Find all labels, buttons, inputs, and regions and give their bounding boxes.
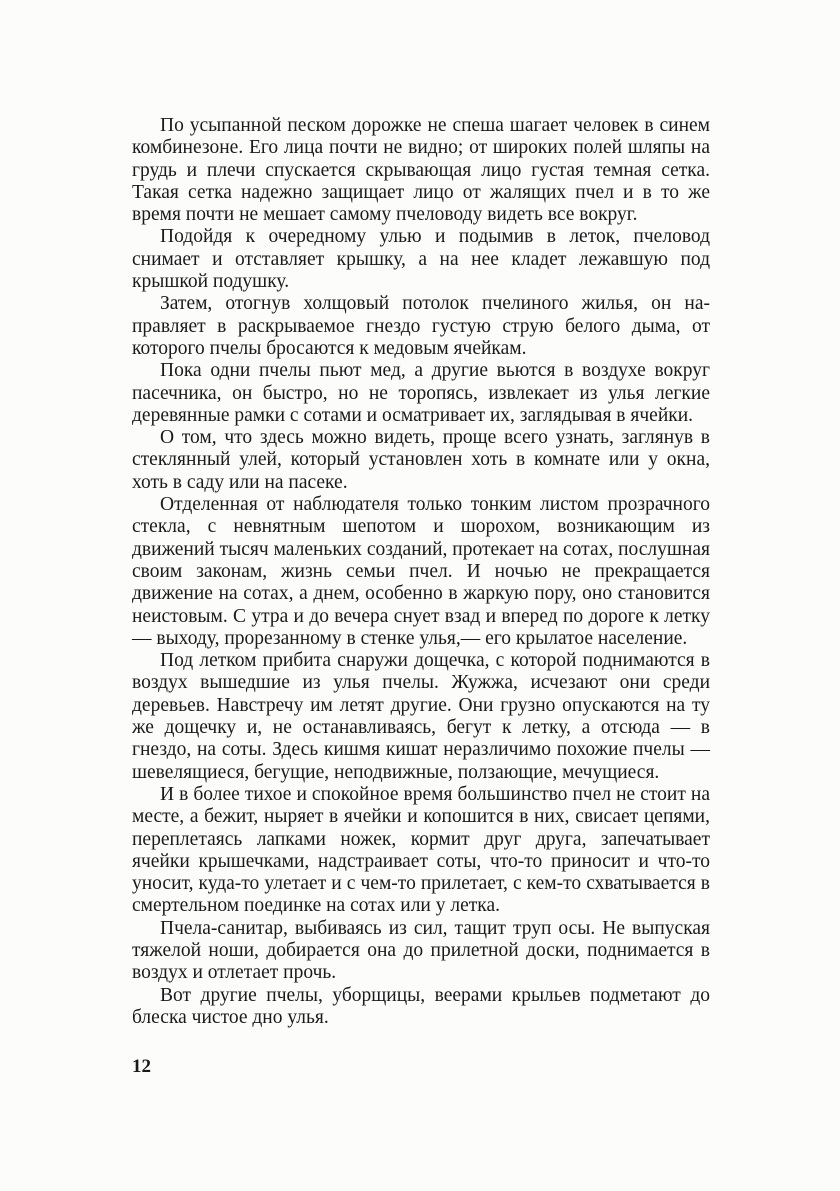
paragraph: Отделенная от наблюдателя только тонким листом прозрачного стекла, с невнятным шепотом и шорохом, возникающим из движений тысяч маленьких созданий, протекает на сотах, послушная своим законам, жизнь семьи пчел. И ночью не прекращается движение на сотах, а днем, особенно в жаркую пору, оно становится неистовым. С утра и до вечера снует взад и вперед по дороге к летку — выходу, прорезанному в стенке улья,— его крылатое население. — [132, 494, 710, 649]
paragraph: О том, что здесь можно видеть, проще всего узнать, заглянув в стеклянный улей, который установлен хоть в комнате или у окна, хоть в саду или на пасеке. — [132, 427, 710, 493]
paragraph: По усыпанной песком дорожке не спеша шагает человек в синем комбинезоне. Его лица почти не видно; от широких полей шляпы на грудь и плечи спускается скрывающая лицо густая темная сетка. Такая сетка надежно защищает лицо от жалящих пчел и в то же время почти не мешает самому пчеловоду видеть все вокруг. — [132, 115, 710, 226]
paragraph: Вот другие пчелы, уборщицы, веерами крыльев подметают до блеска чистое дно улья. — [132, 984, 710, 1028]
paragraph: Под летком прибита снаружи дощечка, с которой поднимаются в воздух вышедшие из улья пчелы. Жужжа, исчезают они среди деревьев. Навстречу им летят другие. Они грузно опускаются на ту же дощечку и, не останавливаясь, бегут к летку, а отсюда — в гнездо, на соты. Здесь кишмя кишат неразличимо похожие пчелы — шевелящиеся, бегущие, неподвижные, ползающие, мечущиеся. — [132, 650, 710, 783]
page-number: 12 — [132, 1056, 151, 1077]
paragraph: Пчела-санитар, выбиваясь из сил, тащит труп осы. Не выпуская тяжелой ноши, добирается она до прилетной доски, поднимается в воздух и отлетает прочь. — [132, 917, 710, 984]
body-text — [132, 115, 710, 1029]
paragraph: Пока одни пчелы пьют мед, а другие вьются в воздухе вокруг пасечника, он быстро, но не торопясь, извлекает из улья легкие деревянные рамки с сотами и осматривает их, заглядывая в ячейки. — [132, 360, 710, 426]
paragraph: Подойдя к очередному улью и подымив в леток, пчеловод снимает и отставляет крышку, а на нее кладет лежавшую под крышкой подушку. — [132, 226, 710, 293]
paragraph: И в более тихое и спокойное время большинство пчел не стоит на месте, а бежит, ныряет в ячейки и копошится в них, свисает цепями, переплетаясь лапками ножек, кормит друг друга, запечатывает ячейки крышечками, надстраивает соты, что-то приносит и что-то уносит, куда-то улетает и с чем-то прилетает, с кем-то схватывается в смертельном поединке на сотах или у летка. — [132, 783, 710, 917]
paragraph: Затем, отогнув холщовый потолок пчелиного жилья, он направляет в раскрываемое гнездо густую струю белого дыма, от которого пчелы бросаются к медовым ячейкам. — [132, 293, 710, 359]
